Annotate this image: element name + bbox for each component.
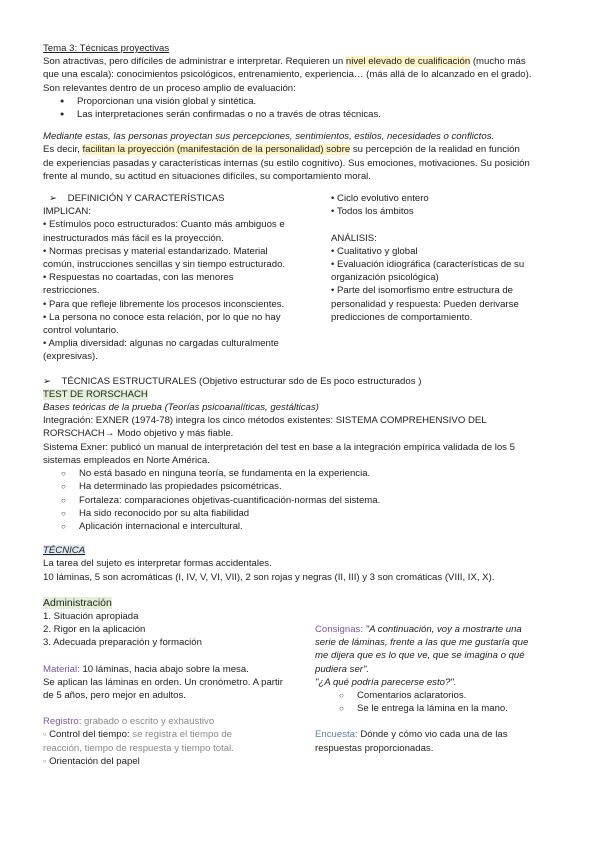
definition-left-line: • Estímulos poco estructurados: Cuanto más ambiguos e [43,219,285,231]
analisis-title: ANÁLISIS: [331,232,377,244]
definition-left-line: inestructurados más fácil es la proyección. [43,232,224,244]
material-line-1 [43,663,315,676]
orientacion-text: Orientación del papel [49,755,140,767]
admin-title [43,597,563,610]
tecnica-title-text: TÉCNICA [43,545,86,557]
consignas-line-2: serie de láminas, frente a las que me gustaría que [315,637,529,649]
definition-right-line: • Ciclo evolutivo entero [331,193,429,205]
material-label: Material: [43,663,80,675]
list-item: ○ Comentarios aclaratorios. [357,689,563,702]
projection-text-b: su percepción de la realidad en función [350,144,520,156]
definition-left-line: común, instrucciones sencillas y sin tiempo estructurado. [43,259,286,271]
intro-line-1 [43,55,563,68]
integracion-line-1: Integración: EXNER (1974-78) integra los cinco métodos existentes: SISTEMA COMPREHENSIVO DEL [43,415,487,427]
projection-highlight: facilitan la proyección (manifestación de la personalidad) sobre [82,144,351,156]
list-item: ● Las interpretaciones serán confirmadas o no a través de otras técnicas. [77,108,563,121]
consignas-line-4: pudiera ser". [315,663,370,675]
document-page [43,42,563,768]
structural-heading-text: TÉCNICAS ESTRUCTURALES (Objetivo estructurar sdo de Es poco estructurados ) [61,375,422,387]
document-title: Tema 3: Técnicas proyectivas [43,43,170,54]
material-text: 10 láminas, hacia abajo sobre la mesa. [79,663,249,675]
structural-section [43,375,563,533]
definition-section [43,192,563,364]
control-line-2: reacción, tiempo de respuesta y tiempo total. [43,742,234,754]
projection-line-2 [43,143,563,156]
projection-text-a: Es decir, [43,144,83,156]
rorschach-title [43,388,563,401]
registro-line [43,715,315,728]
control-text: se registra el tiempo de [129,729,232,741]
intro-line-2: que una escala): conocimientos psicológicos, entrenamiento, experiencia… (más allá de lo alcanzado en el grado). [43,69,532,81]
definition-right-line: personalidad y respuesta: Pueden derivarse [331,298,519,310]
list-item: ○ Ha sido reconocido por su alta fiabilidad [79,507,563,520]
projection-paragraph [43,130,563,183]
encuesta-label: Encuesta: [315,729,358,741]
projection-line-3: de experiencias pasadas y características internas (su estilo cognitivo). Sus emociones, motivaciones. Su posición [43,157,530,169]
definition-left-line: • Respuestas no coartadas, con las menores [43,272,234,284]
definition-right-line: predicciones de comportamiento. [331,311,473,323]
tecnica-title [43,544,563,557]
intro-bullets [43,95,563,121]
admin-step: 3. Adecuada preparación y formación [43,637,202,649]
admin-step: 2. Rigor en la aplicación [43,624,146,636]
admin-title-text: Administración [43,596,112,609]
control-line-1 [43,728,315,741]
intro-line-3: Son relevantes dentro de un proceso amplio de evaluación: [43,82,296,94]
encuesta-text: Dónde y cómo vio cada una de las [357,729,508,741]
definition-right-line: organización psicológica) [331,272,439,284]
consignas-bullets [315,689,563,715]
admin-step: 1. Situación apropiada [43,610,139,622]
implican-title: IMPLICAN: [43,206,91,218]
material-line-2: Se aplican las láminas en orden. Un cronómetro. A partir [43,676,283,688]
definition-heading-text: DEFINICIÓN Y CARACTERÍSTICAS [67,193,225,205]
arrow-icon: ➢ [43,375,52,387]
control-label: Control del tiempo: [49,729,130,741]
admin-right-column [315,623,563,768]
intro-highlight: nivel elevado de cualificación [345,56,471,68]
arrow-icon: ➢ [49,193,58,205]
tecnica-line-2: 10 láminas, 5 son acromáticas (I, IV, V, VI, VII), 2 son rojas y negras (II, III) y 3 son cromáticas (VIII, IX, X). [43,571,495,583]
intro-text-b: (mucho más [470,56,526,68]
square-bullet-icon: ▫ [43,729,47,741]
definition-right-column [331,192,561,363]
consignas-line-5: "¿A qué podría parecerse esto?". [315,676,457,688]
tecnica-section [43,544,563,584]
structural-heading [43,375,563,388]
material-line-3: de 5 años, pero mejor en adultos. [43,689,186,701]
list-item: ○ No está basado en ninguna teoría, se fundamenta en la experiencia. [79,467,563,480]
definition-left-line: control voluntario. [43,325,119,337]
list-item: ○ Fortaleza: comparaciones objetivas-cuantificación-normas del sistema. [79,494,563,507]
consignas-label: Consignas: [315,623,363,635]
admin-columns [43,610,563,768]
tecnica-line-1: La tarea del sujeto es interpretar formas accidentales. [43,558,272,570]
orientacion-line [43,755,315,768]
list-item: ○ Ha determinado las propiedades psicométricas. [79,480,563,493]
admin-section [43,597,563,768]
definition-left-line: restricciones. [43,285,100,297]
exner-line-1: Sistema Exner: publicó un manual de interpretación del test en base a la integración empírica validada de los 5 [43,441,515,453]
definition-right-line: • Evaluación idiográfica (características de su [331,259,525,271]
list-item: ○ Se le entrega la lámina en la mano. [357,702,563,715]
registro-text: grabado o escrito y exhaustivo [81,716,215,728]
rorschach-title-text: TEST DE RORSCHACH [43,388,148,400]
exner-line-2: sistemas empleados en Norte América. [43,454,210,466]
list-item: ● Proporcionan una visión global y sintética. [77,95,563,108]
definition-left-line: • Para que refleje libremente los procesos inconscientes. [43,298,285,310]
admin-left-column [43,610,315,768]
definition-left-line: (expresivas). [43,351,98,363]
definition-left-column [43,205,331,363]
registro-label: Registro: [43,716,82,728]
encuesta-line-2: respuestas proporcionadas. [315,742,434,754]
encuesta-line-1 [315,728,563,741]
definition-right-line: • Todos los ámbitos [331,206,414,218]
intro-text-a: Son atractivas, pero difíciles de administrar e interpretar. Requieren un [43,56,346,68]
consignas-line-1 [315,623,563,636]
consignas-quote: "A continuación, voy a mostrarte una [363,623,522,635]
integracion-line-2: RORSCHACH→ Modo objetivo y más fiable. [43,428,234,440]
definition-right-line: • Parte del isomorfismo entre estructura de [331,285,513,297]
definition-left-line: • La persona no conoce esta relación, por lo que no hay [43,311,281,323]
definition-left-line: • Normas precisas y material estandarizado. Material [43,245,268,257]
bases-teoricas: Bases teóricas de la prueba (Teorías psicoanalíticas, gestálticas) [43,402,319,414]
definition-right-line: • Cualitativo y global [331,245,418,257]
consignas-line-3: me dijera que es lo que ve, que se imagina o qué [315,650,525,662]
list-item: ○ Aplicación internacional e intercultural. [79,520,563,533]
square-bullet-icon: ▫ [43,755,47,767]
projection-italic: Mediante estas, las personas proyectan sus percepciones, sentimientos, estilos, necesidades o conflictos. [43,131,495,143]
definition-left-line: • Amplia diversidad: algunas no cargadas culturalmente [43,338,279,350]
projection-line-4: frente al mundo, su actitud en situaciones difíciles, su comportamiento moral. [43,170,371,182]
exner-bullets [43,467,563,533]
